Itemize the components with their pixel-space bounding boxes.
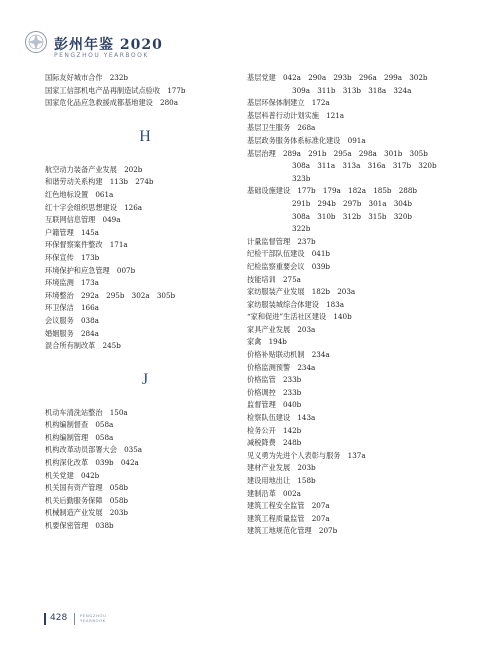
footer-label bbox=[80, 613, 150, 623]
index-entry: 红十字会组织思想建设 126a bbox=[45, 202, 143, 212]
index-entry-continuation: 308a 311a 313a 316a 317b 320b bbox=[292, 161, 437, 171]
footer-label-line2: YEARBOOK bbox=[80, 618, 106, 623]
index-entry: 环境整治 292a 295b 302a 305b bbox=[45, 290, 176, 300]
index-entry: 基础设施建设 177b 179a 182a 185b 288b bbox=[247, 186, 418, 196]
index-entry: 互联网信息管理 049a bbox=[45, 215, 121, 225]
footer-label-line1: PENGZHOU bbox=[80, 613, 107, 618]
index-entry: 价格调控 233b bbox=[247, 387, 302, 397]
index-entry: 机械制造产业发展 203b bbox=[45, 508, 129, 518]
index-entry: 检务公开 142b bbox=[247, 425, 302, 435]
index-entry-continuation: 291b 294b 297b 301a 304b bbox=[292, 198, 413, 208]
index-entry: 机动车清洗站整治 150a bbox=[45, 407, 128, 417]
index-entry: 计量监督管理 237b bbox=[247, 236, 316, 246]
index-entry: 环保督察案件整改 171a bbox=[45, 240, 128, 250]
index-entry: 基层环保体制建立 172a bbox=[247, 98, 330, 108]
index-entry: 环卫保洁 166a bbox=[45, 303, 99, 313]
index-entry: 国家工信部机电产品再制造试点验收 177b bbox=[45, 85, 186, 95]
index-entry: 机构编制督查 058a bbox=[45, 420, 114, 430]
index-entry: 纪检监察重要会议 039b bbox=[247, 261, 331, 271]
index-entry: 基层卫生服务 268a bbox=[247, 123, 316, 133]
index-entry: 基层政务服务体系标准化建设 091a bbox=[247, 135, 366, 145]
index-entry: 户籍管理 145a bbox=[45, 227, 99, 237]
index-entry-continuation: 323b bbox=[292, 173, 311, 183]
yearbook-logo-icon bbox=[24, 30, 48, 54]
index-entry: 环境保护和应急管理 007b bbox=[45, 265, 136, 275]
index-entry: 建制沿革 002a bbox=[247, 488, 301, 498]
index-entry: 减税降费 248b bbox=[247, 438, 302, 448]
index-entry: 家具产业发展 203a bbox=[247, 324, 316, 334]
page-number: 428 bbox=[50, 613, 68, 623]
index-entry: 机关党建 042b bbox=[45, 470, 100, 480]
index-entry: 机要保密管理 038b bbox=[45, 521, 114, 531]
index-entry: 价格补贴联动机制 234a bbox=[247, 350, 330, 360]
index-entry-continuation: 308a 310b 312b 315b 320b bbox=[292, 211, 413, 221]
index-entry: 机关国有资产管理 058b bbox=[45, 483, 129, 493]
page-header bbox=[24, 28, 464, 68]
footer-divider bbox=[74, 613, 75, 625]
index-entry: 红色地标设置 061a bbox=[45, 189, 114, 199]
index-entry: 环保宣传 173b bbox=[45, 252, 100, 262]
index-entry: 国家危化品应急救援成都基地建设 280a bbox=[45, 98, 179, 108]
page-footer bbox=[44, 612, 144, 626]
index-entry: 建筑工程安全监管 207a bbox=[247, 501, 330, 511]
index-entry: 机构深化改革 039b 042a bbox=[45, 458, 139, 468]
footer-accent-bar bbox=[44, 613, 46, 625]
index-entry: “家和促进”生活社区建设 140b bbox=[247, 312, 352, 322]
index-entry: 纪检干部队伍建设 041b bbox=[247, 249, 331, 259]
section-letter-heading: J bbox=[141, 370, 149, 388]
index-entry: 混合所有制改革 245b bbox=[45, 341, 121, 351]
index-column-right bbox=[247, 72, 457, 538]
index-entry: 机构改革动员部署大会 035a bbox=[45, 445, 143, 455]
index-entry: 家纺服装产业发展 182b 203a bbox=[247, 287, 356, 297]
index-entry: 价格监管 233b bbox=[247, 375, 302, 385]
index-entry-continuation: 309a 311b 313b 318a 324a bbox=[292, 85, 412, 95]
index-entry-continuation: 322b bbox=[292, 224, 311, 234]
index-entry: 国际友好城市合作 232b bbox=[45, 73, 129, 82]
index-entry: 和谐劳动关系构建 113b 274b bbox=[45, 177, 154, 187]
index-entry: 价格监测预警 234a bbox=[247, 362, 316, 372]
index-entry: 技能培训 275a bbox=[247, 274, 301, 284]
index-entry: 机构编制管理 058a bbox=[45, 432, 114, 442]
section-letter-heading: H bbox=[139, 127, 151, 145]
index-entry: 见义勇为先进个人表彰与服务 137a bbox=[247, 450, 366, 460]
index-entry: 环境监测 173a bbox=[45, 278, 99, 288]
index-column-left bbox=[45, 72, 245, 533]
index-entry: 建设用地出让 158b bbox=[247, 476, 316, 485]
yearbook-title: 彭州年鉴 2020 bbox=[54, 37, 163, 53]
index-entry: 婚姻服务 284a bbox=[45, 328, 99, 338]
index-entry: 基层党建 042a 290a 293b 296a 299a 302b bbox=[247, 73, 428, 82]
index-entry: 检察队伍建设 143a bbox=[247, 413, 316, 423]
index-entry: 会议服务 038a bbox=[45, 315, 99, 325]
index-entry: 家纺服装城综合体建设 183a bbox=[247, 299, 345, 309]
yearbook-subtitle: PENGZHOU YEARBOOK bbox=[54, 52, 149, 59]
index-entry: 建筑工地规范化管理 207b bbox=[247, 526, 338, 536]
index-entry: 建材产业发展 203b bbox=[247, 463, 316, 473]
index-entry: 机关后勤服务保障 058b bbox=[45, 495, 129, 505]
index-entry: 家禽 194b bbox=[247, 337, 287, 347]
index-entry: 监督管理 040b bbox=[247, 400, 302, 410]
index-entry: 建筑工程质量监管 207a bbox=[247, 513, 330, 523]
index-entry: 基层治理 289a 291b 295a 298a 301b 305b bbox=[247, 148, 428, 158]
index-entry: 基层科普行动计划实施 121a bbox=[247, 110, 345, 120]
index-entry: 航空动力装备产业发展 202b bbox=[45, 164, 143, 174]
